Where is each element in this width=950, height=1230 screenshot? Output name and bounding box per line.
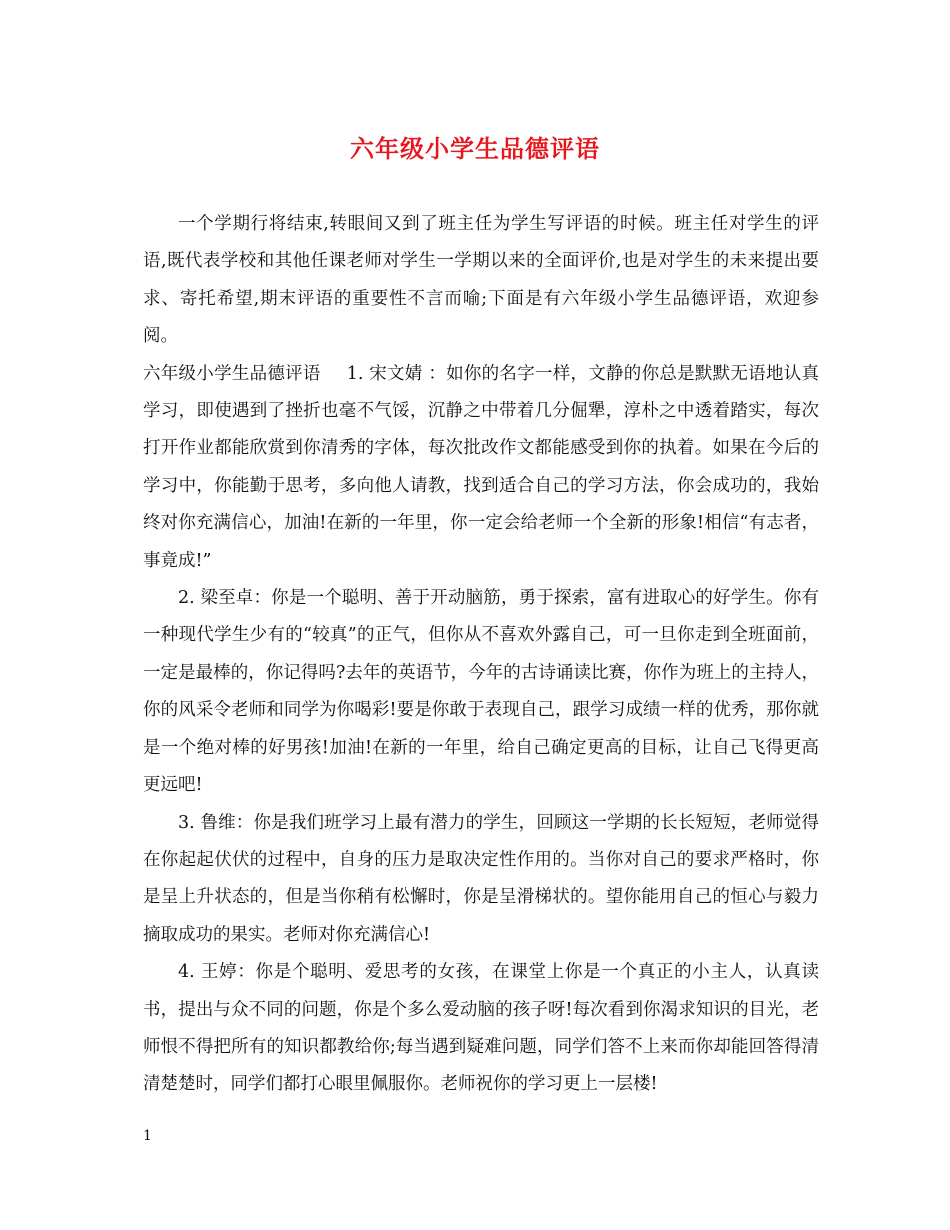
section-heading: 六年级小学生品德评语 <box>143 363 321 384</box>
comment-paragraph-2: 2. 梁至卓：你是一个聪明、善于开动脑筋，勇于探索，富有进取心的好学生。你有一种现代学生少有的“较真”的正气，但你从不喜欢外露自己，可一旦你走到全班面前，一定是最棒的，你记得吗?去年的英语节，今年的古诗诵读比赛，你作为班上的主持人，你的风采令老师和同学为你喝彩!要是你敢于表现自己，跟学习成绩一样的优秀，那你就是一个绝对棒的好男孩!加油!在新的一年里，给自己确定更高的目标，让自己飞得更高更远吧! <box>143 588 819 796</box>
document-body <box>143 206 819 1104</box>
document-title: 六年级小学生品德评语 <box>350 134 600 163</box>
comment-text-1: 1. 宋文婧 ：如你的名字一样，文静的你总是默默无语地认真学习，即使遇到了挫折也毫不气馁，沉静之中带着几分倔犟，淳朴之中透着踏实，每次打开作业都能欣赏到你清秀的字体，每次批改作文都能感受到你的执着。如果在今后的学习中，你能勤于思考，多向他人请教，找到适合自己的学习方法，你会成功的，我始终对你充满信心，加油!在新的一年里，你一定会给老师一个全新的形象!相信“有志者，事竟成!” <box>143 363 819 571</box>
comment-paragraph-4: 4. 王婷：你是个聪明、爱思考的女孩，在课堂上你是一个真正的小主人，认真读书，提出与众不同的问题，你是个多么爱动脑的孩子呀!每次看到你渴求知识的目光，老师恨不得把所有的知识都教给你;每当遇到疑难问题，同学们答不上来而你却能回答得清清楚楚时，同学们都打心眼里佩服你。老师祝你的学习更上一层楼! <box>143 962 819 1095</box>
page-number: 1 <box>143 1128 152 1144</box>
intro-paragraph: 一个学期行将结束,转眼间又到了班主任为学生写评语的时候。班主任对学生的评语,既代表学校和其他任课老师对学生一学期以来的全面评价,也是对学生的未来提出要求、寄托希望,期末评语的重要性不言而喻;下面是有六年级小学生品德评语，欢迎参阅。 <box>143 214 819 347</box>
comment-paragraph-1 <box>143 356 819 580</box>
comment-paragraph-3: 3. 鲁维：你是我们班学习上最有潜力的学生，回顾这一学期的长长短短，老师觉得在你起起伏伏的过程中，自身的压力是取决定性作用的。当你对自己的要求严格时，你是呈上升状态的，但是当你稍有松懈时，你是呈滑梯状的。望你能用自己的恒心与毅力摘取成功的果实。老师对你充满信心! <box>143 812 819 945</box>
